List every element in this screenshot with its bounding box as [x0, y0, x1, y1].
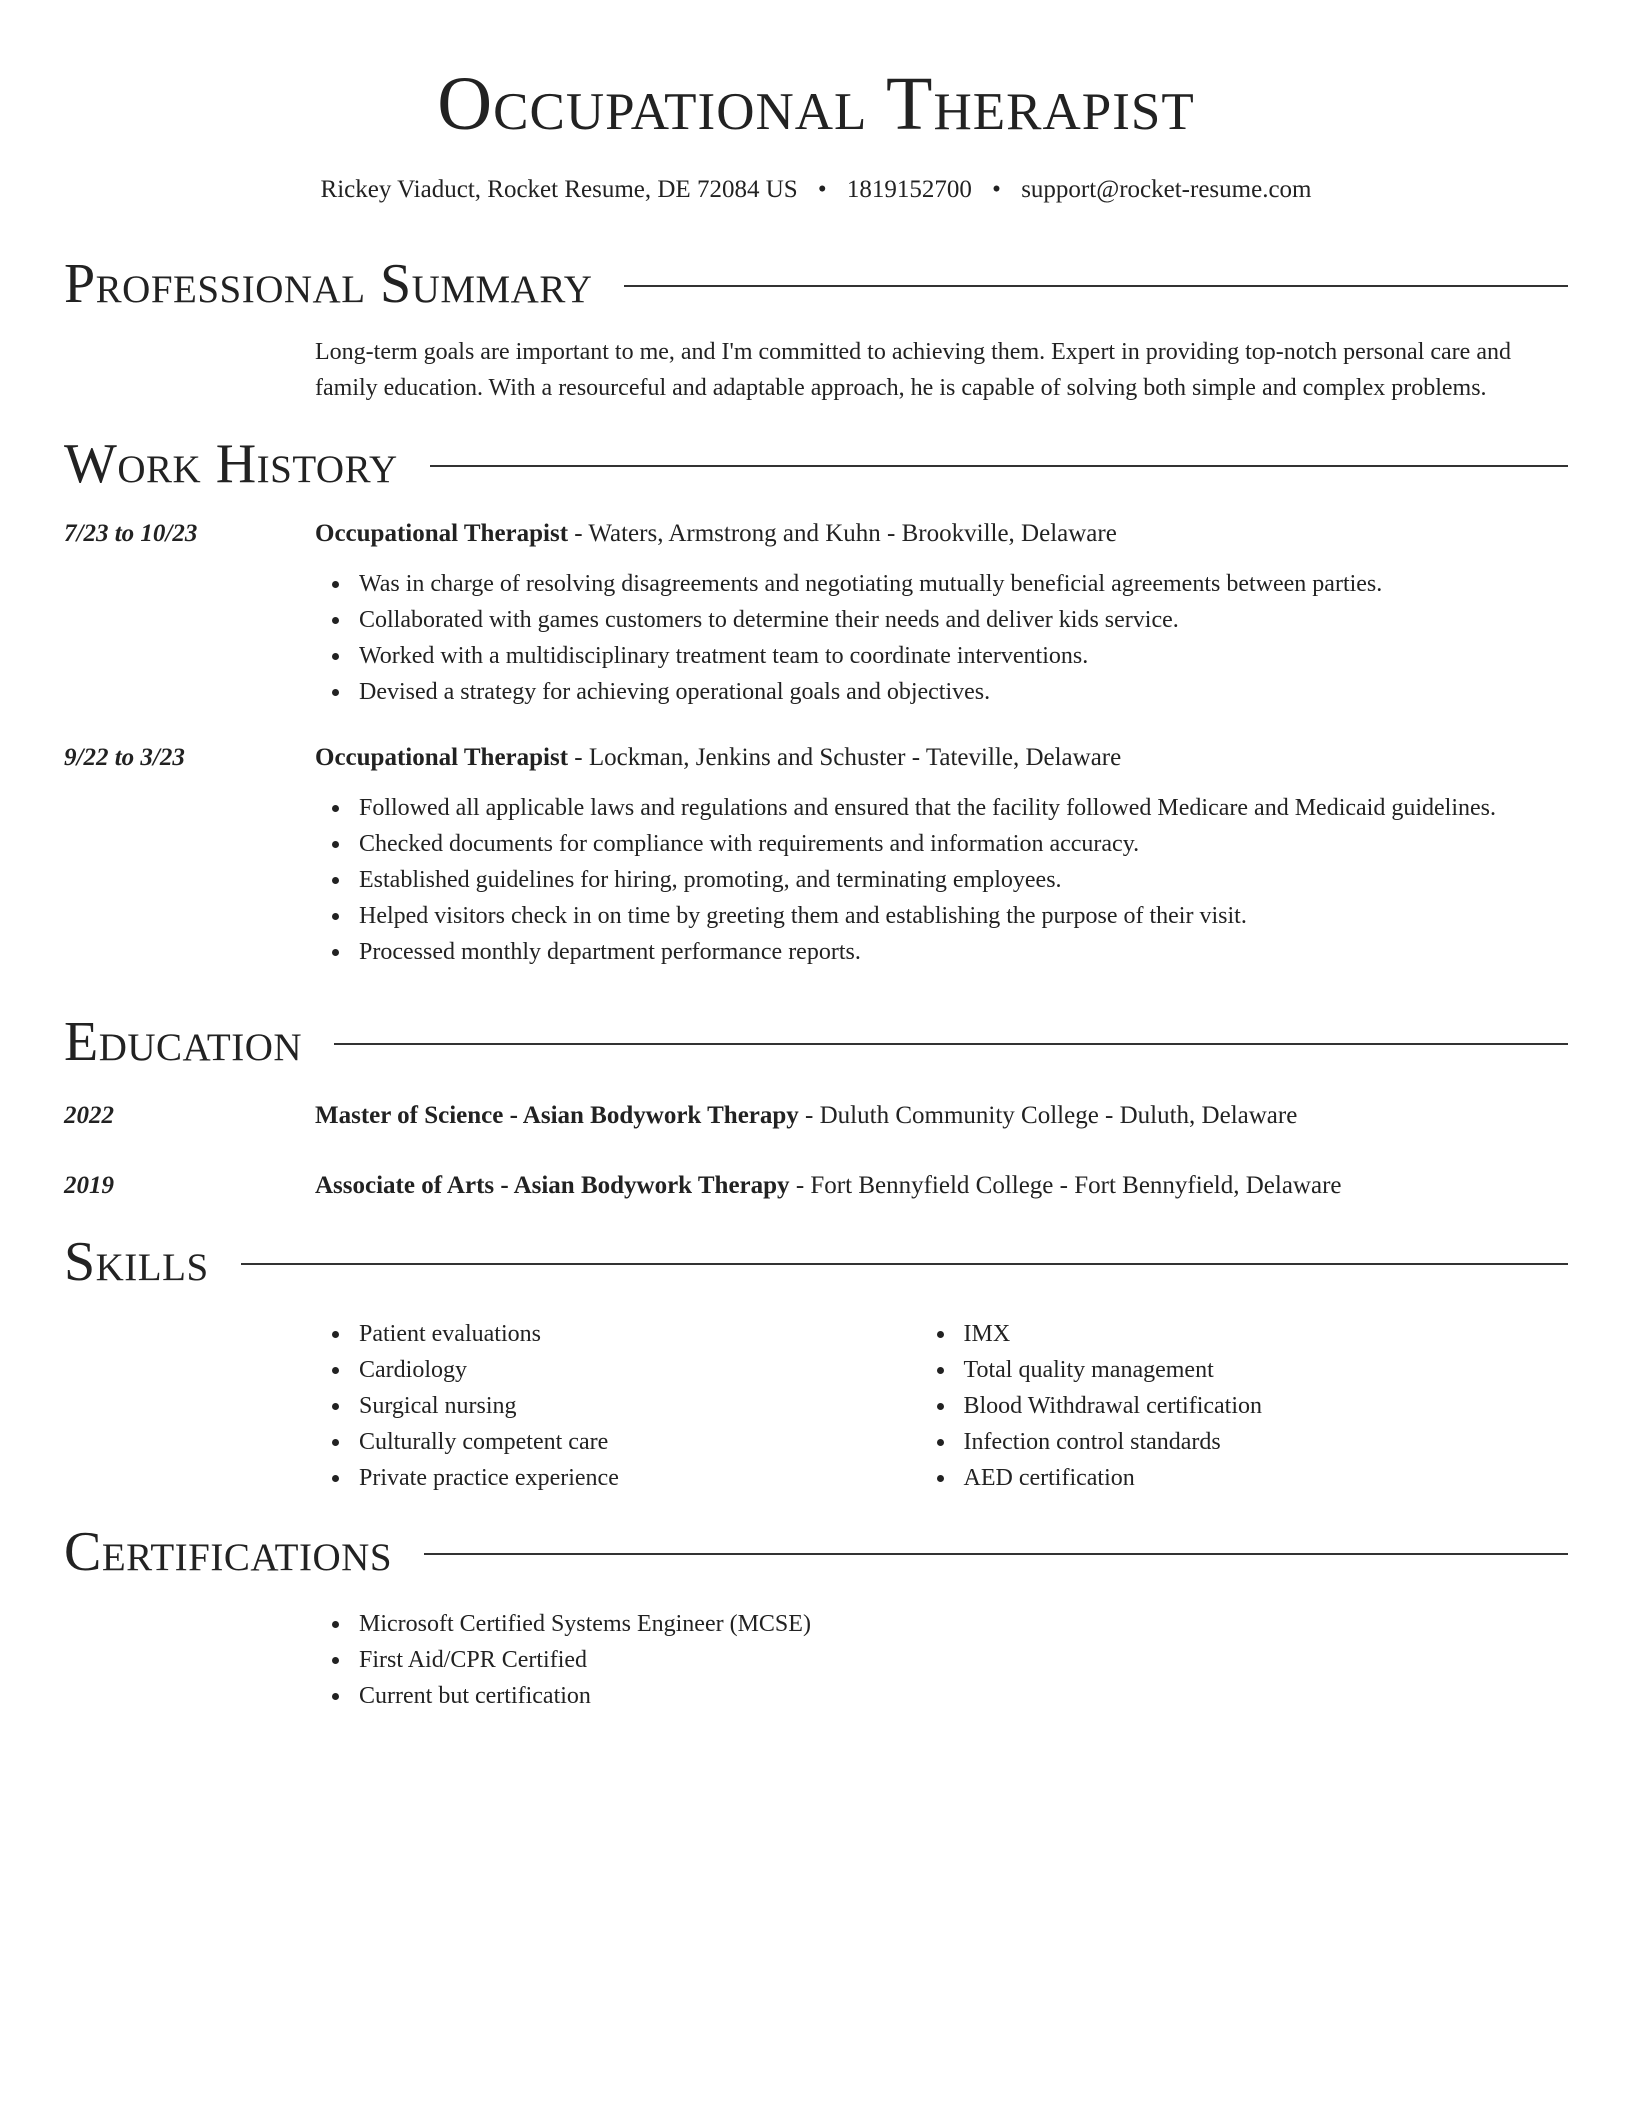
- list-item: Established guidelines for hiring, promoting, and terminating employees.: [359, 862, 1568, 898]
- job-details: - Lockman, Jenkins and Schuster - Tateville, Delaware: [568, 744, 1122, 771]
- section-divider: [241, 1263, 1568, 1265]
- section-certifications: [64, 1522, 1568, 1714]
- list-item: Private practice experience: [359, 1460, 964, 1496]
- list-item: Culturally competent care: [359, 1424, 964, 1460]
- list-item: Current but certification: [359, 1678, 1568, 1714]
- education-heading: [315, 1170, 1568, 1202]
- job-heading: [315, 518, 1568, 550]
- education-details: - Fort Bennyfield College - Fort Bennyfield, Delaware: [789, 1172, 1342, 1199]
- education-entry: [64, 1170, 1568, 1202]
- job-bullets: [64, 790, 1568, 970]
- summary-text: Long-term goals are important to me, and I'm committed to achieving them. Expert in providing top-notch personal care and family education. With a resourceful and adaptable approach, he is capable of solving both simple and complex problems.: [315, 339, 1511, 401]
- certifications-list: [64, 1606, 1568, 1714]
- list-item: Surgical nursing: [359, 1388, 964, 1424]
- section-title: Education: [64, 1011, 303, 1073]
- job-entry: [64, 742, 1568, 970]
- skills-list: [359, 1316, 1568, 1496]
- education-degree: Associate of Arts - Asian Bodywork Therapy: [315, 1172, 790, 1199]
- section-header: [64, 1232, 1568, 1292]
- contact-separator: •: [817, 176, 827, 203]
- section-work-history: [64, 434, 1568, 970]
- section-title: Work History: [64, 433, 398, 495]
- section-title: Professional Summary: [64, 253, 593, 315]
- job-title: Occupational Therapist: [315, 744, 569, 771]
- education-heading: [315, 1100, 1568, 1132]
- contact-address: Rickey Viaduct, Rocket Resume, DE 72084 US: [320, 176, 798, 203]
- section-education: [64, 1012, 1568, 1202]
- list-item: Checked documents for compliance with requirements and information accuracy.: [359, 826, 1568, 862]
- section-divider: [424, 1553, 1568, 1555]
- section-header: [64, 1522, 1568, 1582]
- list-item: AED certification: [964, 1460, 1569, 1496]
- list-item: Cardiology: [359, 1352, 964, 1388]
- section-title: Certifications: [64, 1521, 393, 1583]
- section-divider: [334, 1043, 1568, 1045]
- section-header: [64, 1012, 1568, 1072]
- job-dates: 9/22 to 3/23: [64, 744, 185, 771]
- summary-body: [315, 334, 1568, 406]
- job-heading: [315, 742, 1568, 774]
- section-header: [64, 434, 1568, 494]
- list-item: Patient evaluations: [359, 1316, 964, 1352]
- job-bullets: [64, 566, 1568, 710]
- list-item: Followed all applicable laws and regulations and ensured that the facility followed Medicare and Medicaid guidelines.: [359, 790, 1568, 826]
- education-year: 2022: [64, 1102, 114, 1129]
- list-item: Blood Withdrawal certification: [964, 1388, 1569, 1424]
- education-year: 2019: [64, 1172, 114, 1199]
- contact-line: [0, 174, 1632, 206]
- list-item: Worked with a multidisciplinary treatment team to coordinate interventions.: [359, 638, 1568, 674]
- list-item: Processed monthly department performance reports.: [359, 934, 1568, 970]
- list-item: Collaborated with games customers to determine their needs and deliver kids service.: [359, 602, 1568, 638]
- resume-name: Occupational Therapist: [437, 62, 1195, 146]
- education-degree: Master of Science - Asian Bodywork Therapy: [315, 1102, 799, 1129]
- skills-column-left: [359, 1316, 964, 1496]
- job-dates: 7/23 to 10/23: [64, 520, 198, 547]
- list-item: IMX: [964, 1316, 1569, 1352]
- section-skills: [64, 1232, 1568, 1496]
- section-divider: [624, 285, 1568, 287]
- list-item: Infection control standards: [964, 1424, 1569, 1460]
- job-entry: [64, 518, 1568, 710]
- job-title: Occupational Therapist: [315, 520, 569, 547]
- section-divider: [430, 465, 1568, 467]
- education-entry: [64, 1100, 1568, 1132]
- list-item: Helped visitors check in on time by greeting them and establishing the purpose of their visit.: [359, 898, 1568, 934]
- education-details: - Duluth Community College - Duluth, Delaware: [798, 1102, 1298, 1129]
- section-title: Skills: [64, 1231, 209, 1293]
- skills-column-right: [964, 1316, 1569, 1496]
- contact-separator: •: [992, 176, 1001, 203]
- list-item: Total quality management: [964, 1352, 1569, 1388]
- section-header: [64, 254, 1568, 314]
- section-summary: [64, 254, 1568, 406]
- list-item: Microsoft Certified Systems Engineer (MCSE): [359, 1606, 1568, 1642]
- list-item: Devised a strategy for achieving operational goals and objectives.: [359, 674, 1568, 710]
- list-item: Was in charge of resolving disagreements and negotiating mutually beneficial agreements between parties.: [359, 566, 1568, 602]
- contact-phone: 1819152700: [846, 176, 972, 203]
- list-item: First Aid/CPR Certified: [359, 1642, 1568, 1678]
- job-details: - Waters, Armstrong and Kuhn - Brookville, Delaware: [568, 520, 1117, 547]
- contact-email: support@rocket-resume.com: [1021, 176, 1312, 203]
